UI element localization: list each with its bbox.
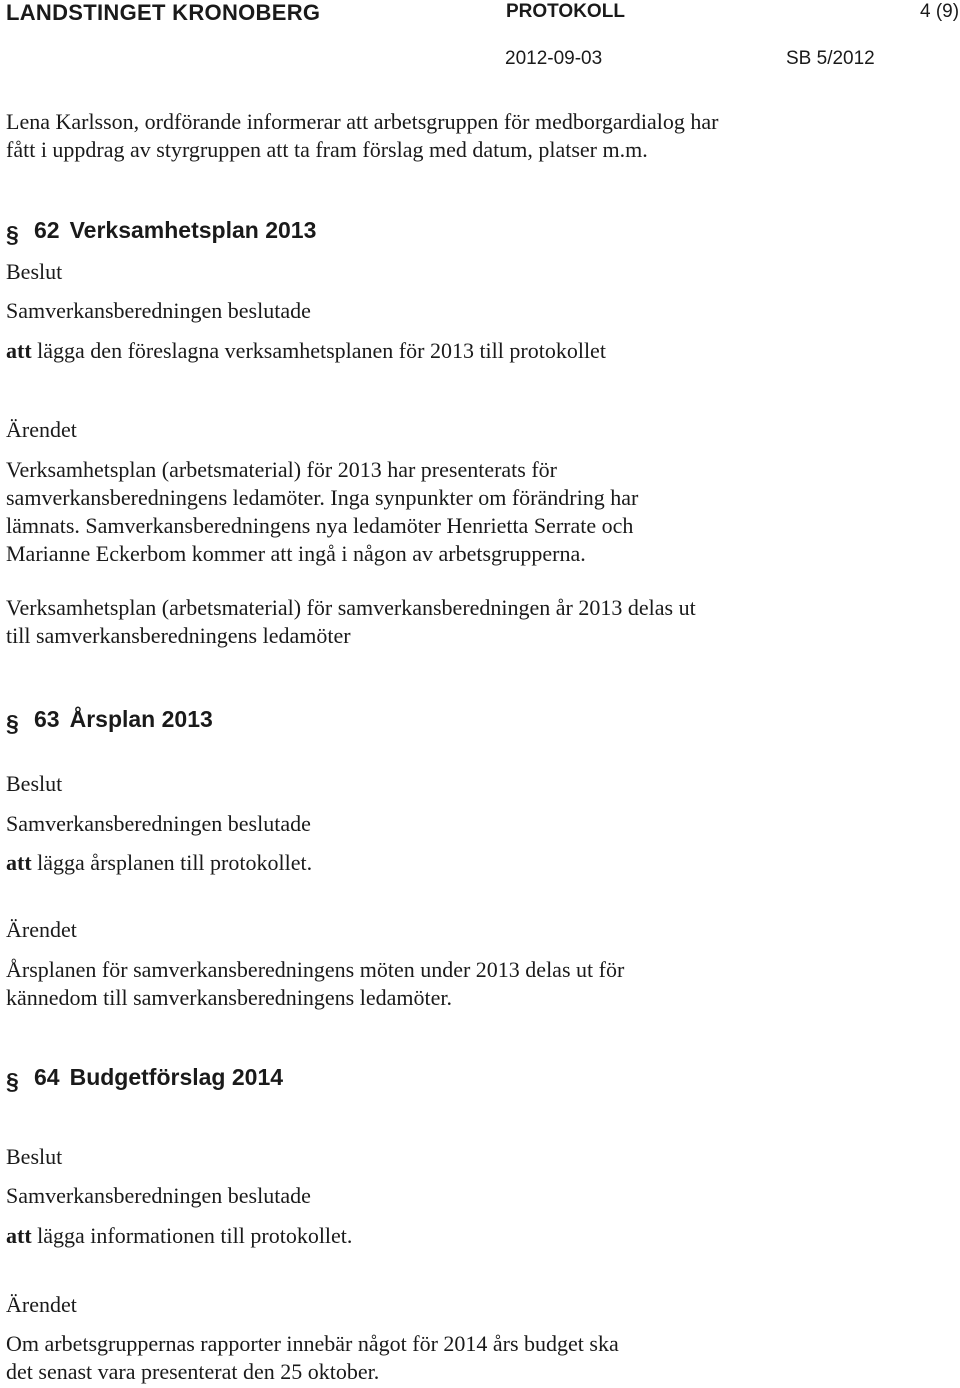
decision-text: lägga informationen till protokollet. <box>31 1223 353 1248</box>
arendet-line: Marianne Eckerbom kommer att ingå i någon av arbetsgrupperna. <box>6 541 586 566</box>
decision-clause <box>6 849 312 877</box>
att-word: att <box>6 850 32 875</box>
organization-name: LANDSTINGET KRONOBERG <box>6 0 321 25</box>
decided-by: Samverkansberedningen beslutade <box>6 811 311 836</box>
section-number: 63 <box>34 706 60 732</box>
arendet-label: Ärendet <box>6 917 77 942</box>
section-sign: § <box>6 221 19 247</box>
section-sign: § <box>6 1068 19 1094</box>
decision-clause <box>6 1222 352 1250</box>
document-date: 2012-09-03 <box>505 48 603 69</box>
att-word: att <box>6 338 32 363</box>
beslut-label: Beslut <box>6 771 63 796</box>
arendet-line: samverkansberedningens ledamöter. Inga synpunkter om förändring har <box>6 485 639 510</box>
arendet-line: Om arbetsgruppernas rapporter innebär något för 2014 års budget ska <box>6 1331 619 1356</box>
beslut-label: Beslut <box>6 1144 63 1169</box>
section-64-heading <box>6 1063 284 1094</box>
arendet-line: Verksamhetsplan (arbetsmaterial) för 2013 har presenterats för <box>6 457 557 482</box>
decision-text: lägga den föreslagna verksamhetsplanen för 2013 till protokollet <box>31 338 606 363</box>
section-sign: § <box>6 710 19 736</box>
arendet-line: det senast vara presenterat den 25 oktober. <box>6 1359 380 1384</box>
arendet-line: kännedom till samverkansberedningens ledamöter. <box>6 985 452 1010</box>
section-title: Verksamhetsplan 2013 <box>69 217 317 243</box>
document-reference: SB 5/2012 <box>786 48 875 69</box>
arendet-line: lämnats. Samverkansberedningens nya ledamöter Henrietta Serrate och <box>6 513 634 538</box>
section-title: Budgetförslag 2014 <box>69 1064 284 1090</box>
decided-by: Samverkansberedningen beslutade <box>6 298 311 323</box>
page-number: 4 (9) <box>920 1 960 22</box>
document-type: PROTOKOLL <box>506 1 625 22</box>
decision-text: lägga årsplanen till protokollet. <box>31 850 313 875</box>
arendet-label: Ärendet <box>6 417 77 442</box>
extra-line: Verksamhetsplan (arbetsmaterial) för samverkansberedningen år 2013 delas ut <box>6 595 696 620</box>
section-number: 62 <box>34 217 60 243</box>
intro-line-2: fått i uppdrag av styrgruppen att ta fram förslag med datum, platser m.m. <box>6 137 648 162</box>
decision-clause <box>6 337 606 365</box>
section-62-heading <box>6 216 317 247</box>
decided-by: Samverkansberedningen beslutade <box>6 1183 311 1208</box>
att-word: att <box>6 1223 32 1248</box>
section-title: Årsplan 2013 <box>69 706 213 732</box>
extra-line: till samverkansberedningens ledamöter <box>6 623 351 648</box>
section-63-heading <box>6 705 213 736</box>
arendet-label: Ärendet <box>6 1292 77 1317</box>
intro-line-1: Lena Karlsson, ordförande informerar att arbetsgruppen för medborgardialog har <box>6 109 719 134</box>
beslut-label: Beslut <box>6 259 63 284</box>
section-number: 64 <box>34 1064 60 1090</box>
arendet-line: Årsplanen för samverkansberedningens möten under 2013 delas ut för <box>6 957 625 982</box>
